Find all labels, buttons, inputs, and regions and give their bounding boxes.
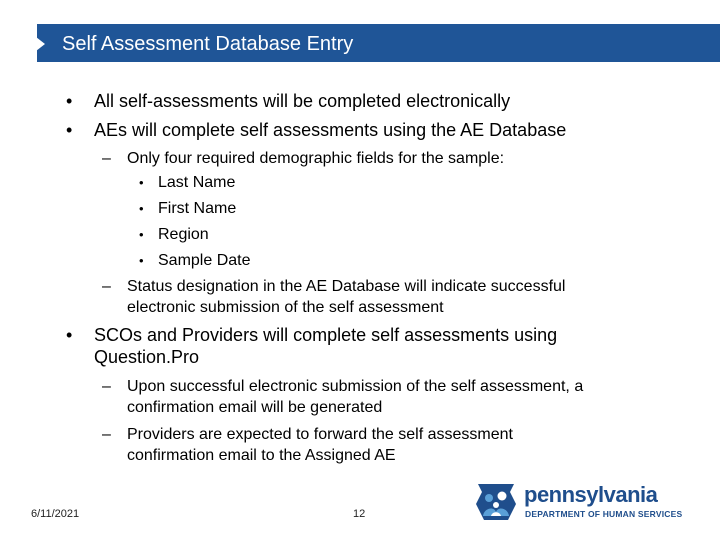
footer-date: 6/11/2021 bbox=[31, 508, 80, 520]
sub-bullet-text-line2: electronic submission of the self assessment bbox=[127, 299, 444, 316]
field-sample-date: Sample Date bbox=[158, 252, 251, 269]
sub-bullet-text-line1: Providers are expected to forward the self assessment bbox=[127, 426, 513, 443]
logo-wordmark: pennsylvania bbox=[524, 482, 658, 507]
pa-dhs-logo bbox=[472, 478, 692, 528]
bullet-text-line1: SCOs and Providers will complete self assessments using bbox=[94, 325, 558, 345]
page-number: 12 bbox=[353, 508, 366, 520]
dash-mark: – bbox=[102, 426, 111, 443]
logo-department: DEPARTMENT OF HUMAN SERVICES bbox=[525, 509, 683, 519]
field-region: Region bbox=[158, 226, 209, 243]
dash-mark: – bbox=[102, 150, 111, 167]
sub-bullet-text-line2: confirmation email will be generated bbox=[127, 399, 383, 416]
sub-bullet-text-line2: confirmation email to the Assigned AE bbox=[127, 447, 396, 464]
bullet-text: All self-assessments will be completed electronically bbox=[94, 91, 511, 111]
bullet-text-line2: Question.Pro bbox=[94, 347, 200, 367]
bullet-text: AEs will complete self assessments using the AE Database bbox=[94, 120, 567, 140]
field-first-name: First Name bbox=[158, 200, 237, 217]
keystone-family-icon bbox=[472, 478, 520, 526]
bullet-mark: • bbox=[139, 227, 144, 242]
sub-bullet-text-line1: Status designation in the AE Database will indicate successful bbox=[127, 278, 566, 295]
bullet-mark: • bbox=[66, 325, 73, 345]
bullet-mark: • bbox=[66, 120, 73, 140]
bullet-mark: • bbox=[139, 201, 144, 216]
sub-bullet-text-line1: Upon successful electronic submission of the self assessment, a bbox=[127, 378, 584, 395]
bullet-mark: • bbox=[139, 175, 144, 190]
bullet-mark: • bbox=[139, 253, 144, 268]
slide-title: Self Assessment Database Entry bbox=[62, 33, 354, 55]
field-last-name: Last Name bbox=[158, 174, 236, 191]
bullet-mark: • bbox=[66, 91, 73, 111]
dash-mark: – bbox=[102, 378, 111, 395]
dash-mark: – bbox=[102, 278, 111, 295]
sub-bullet-text: Only four required demographic fields for the sample: bbox=[127, 150, 505, 167]
